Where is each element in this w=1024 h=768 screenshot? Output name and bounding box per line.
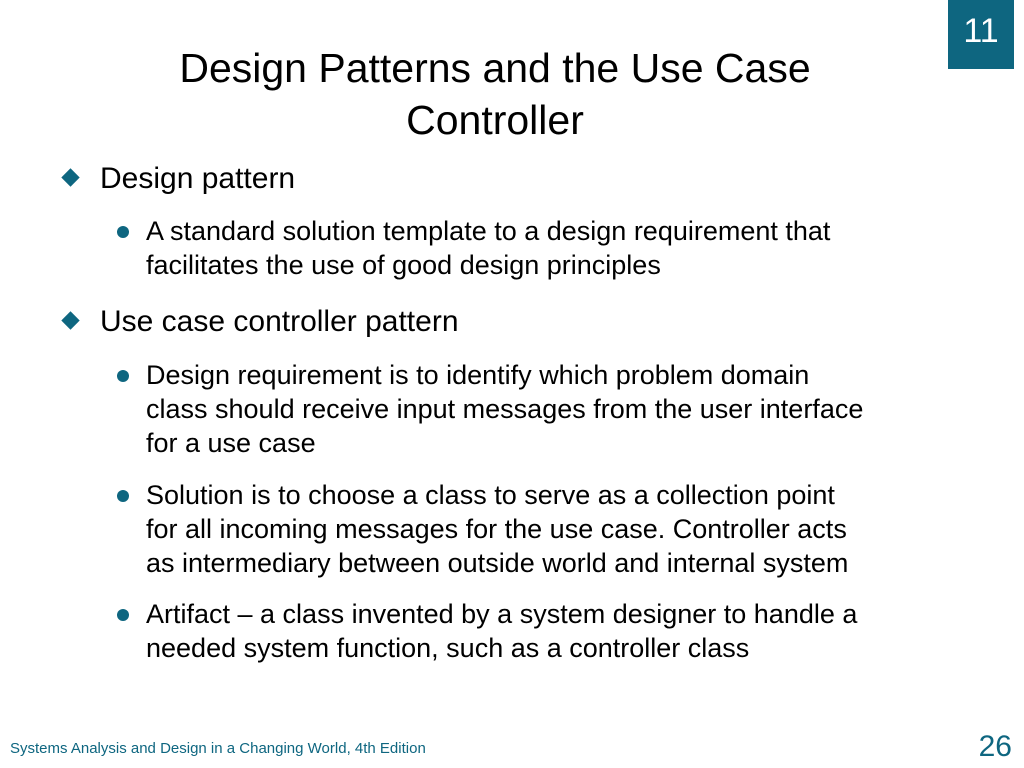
list-item — [146, 478, 996, 580]
section-heading-text: Design pattern — [100, 162, 296, 195]
list-item-line: needed system function, such as a controller class — [146, 633, 750, 663]
list-item — [146, 597, 996, 665]
section-heading-design-pattern — [100, 162, 295, 196]
footer-book-title: Systems Analysis and Design in a Changing World, 4th Edition — [10, 740, 426, 757]
list-item-line: facilitates the use of good design principles — [146, 250, 661, 280]
page-number: 26 — [978, 730, 1012, 763]
list-item — [146, 358, 996, 460]
list-item-line: as intermediary between outside world and internal system — [146, 548, 849, 578]
diamond-bullet-icon — [61, 311, 79, 329]
list-item-line: class should receive input messages from the user interface — [146, 394, 864, 424]
slide-title-line-1: Design Patterns and the Use Case — [179, 45, 811, 91]
list-item-line: for all incoming messages for the use case. Controller acts — [146, 514, 847, 544]
list-item-line: A standard solution template to a design requirement that — [146, 216, 831, 246]
list-item-line: Design requirement is to identify which problem domain — [146, 360, 810, 390]
circle-bullet-icon — [117, 490, 129, 502]
section-heading-use-case-controller — [100, 305, 459, 339]
diamond-bullet-icon — [61, 168, 79, 186]
slide-title — [90, 42, 900, 146]
section-heading-text: Use case controller pattern — [100, 305, 459, 338]
list-item-line: for a use case — [146, 428, 316, 458]
circle-bullet-icon — [117, 226, 129, 238]
list-item-line: Artifact – a class invented by a system designer to handle a — [146, 599, 858, 629]
chapter-number-badge: 11 — [948, 0, 1014, 69]
circle-bullet-icon — [117, 609, 129, 621]
list-item — [146, 214, 996, 282]
slide-title-line-2: Controller — [406, 97, 584, 143]
list-item-line: Solution is to choose a class to serve as a collection point — [146, 480, 835, 510]
circle-bullet-icon — [117, 370, 129, 382]
